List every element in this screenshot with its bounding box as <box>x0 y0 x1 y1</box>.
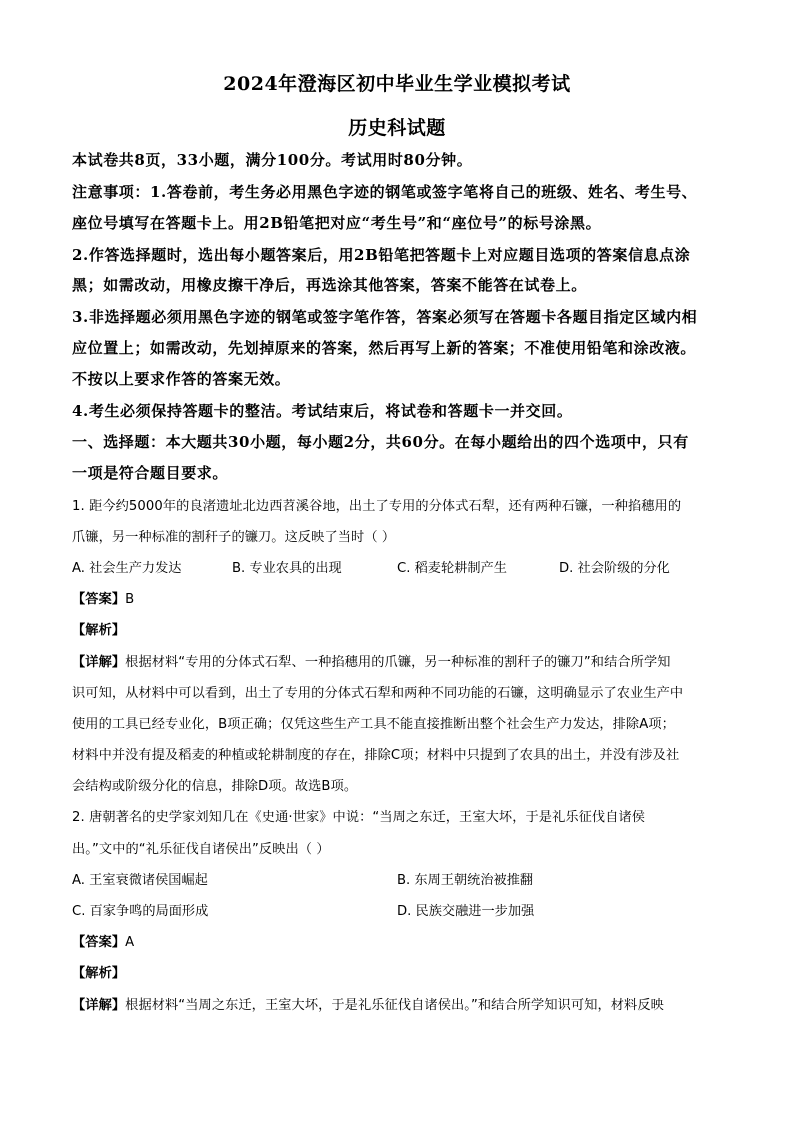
section-heading: 一、选择题：本大题共30小题，每小题2分，共60分。在每小题给出的四个选项中，只有 <box>72 433 689 451</box>
q1-option-b: B. 专业农具的出现 <box>232 561 342 576</box>
detail-tag: 【详解】 <box>72 655 126 670</box>
instruction-line: 2.作答选择题时，选出每小题答案后，用2B铅笔把答题卡上对应题目选项的答案信息点涂 <box>72 246 691 264</box>
q1-detail-line: 会结构或阶级分化的信息，排除D项。故选B项。 <box>72 779 358 794</box>
q1-detail-line: 材料中并没有提及稻麦的种植或轮耕制度的存在，排除C项；材料中只提到了农具的出土，并没有涉及社 <box>72 748 680 763</box>
instruction-line: 不按以上要求作答的答案无效。 <box>72 370 291 388</box>
q2-option-b: B. 东周王朝统治被推翻 <box>397 873 534 888</box>
q2-option-d: D. 民族交融进一步加强 <box>397 904 535 919</box>
instruction-line: 3.非选择题必须用黑色字迹的钢笔或签字笔作答，答案必须写在答题卡各题目指定区域内相 <box>72 308 698 326</box>
q1-option-a: A. 社会生产力发达 <box>72 561 182 576</box>
answer-value: A <box>125 935 135 950</box>
q1-detail-line: 识可知，从材料中可以看到，出土了专用的分体式石犁和两种不同功能的石镰，这明确显示了农业生产中 <box>72 686 684 701</box>
question-2-stem: 出。”文中的“礼乐征伐自诸侯出”反映出（ ） <box>72 842 330 857</box>
section-heading: 一项是符合题目要求。 <box>72 464 229 482</box>
instruction-line: 座位号填写在答题卡上。用2B铅笔把对应“考生号”和“座位号”的标号涂黑。 <box>72 214 602 232</box>
instruction-line: 本试卷共8页，33小题，满分100分。考试用时80分钟。 <box>72 151 473 169</box>
answer-tag: 【答案】 <box>72 592 126 607</box>
question-1-stem: 爪镰，另一种标准的割秆子的镰刀。这反映了当时（ ） <box>72 530 396 545</box>
q2-answer <box>72 931 722 950</box>
q2-detail <box>72 994 722 1013</box>
question-1-stem: 1. 距今约5000年的良渚遗址北边西苕溪谷地，出土了专用的分体式石犁，还有两种石镰，一种掐穗用的 <box>72 499 682 514</box>
detail-tag: 【详解】 <box>72 998 126 1013</box>
q2-analysis-tag: 【解析】 <box>72 966 126 981</box>
exam-subtitle: 历史科试题 <box>348 117 446 139</box>
instruction-line: 应位置上；如需改动，先划掉原来的答案，然后再写上新的答案；不准使用铅笔和涂改液。 <box>72 339 697 357</box>
q2-option-c: C. 百家争鸣的局面形成 <box>72 904 209 919</box>
question-2-stem: 2. 唐朝著名的史学家刘知几在《史通·世家》中说：“当周之东迁，王室大坏，于是礼乐征伐自诸侯 <box>72 810 646 825</box>
instruction-line: 注意事项：1.答卷前，考生务必用黑色字迹的钢笔或签字笔将自己的班级、姓名、考生号、 <box>72 183 698 201</box>
instruction-line: 4.考生必须保持答题卡的整洁。考试结束后，将试卷和答题卡一并交回。 <box>72 402 573 420</box>
answer-value: B <box>125 592 135 607</box>
detail-text: 根据材料“当周之东迁，王室大坏，于是礼乐征伐自诸侯出。”和结合所学知识可知，材料反映 <box>125 998 664 1013</box>
q2-option-a: A. 王室衰微诸侯国崛起 <box>72 873 208 888</box>
answer-tag: 【答案】 <box>72 935 126 950</box>
q1-answer <box>72 588 722 607</box>
instruction-line: 黑；如需改动，用橡皮擦干净后，再选涂其他答案，答案不能答在试卷上。 <box>72 276 587 294</box>
q1-analysis-tag: 【解析】 <box>72 623 126 638</box>
q1-option-d: D. 社会阶级的分化 <box>559 561 670 576</box>
q1-detail <box>72 651 722 670</box>
q1-detail-line: 使用的工具已经专业化，B项正确；仅凭这些生产工具不能直接推断出整个社会生产力发达，排除A项； <box>72 717 675 732</box>
detail-text: 根据材料“专用的分体式石犁、一种掐穗用的爪镰，另一种标准的割秆子的镰刀”和结合所学知 <box>125 655 671 670</box>
exam-title: 2024年澄海区初中毕业生学业模拟考试 <box>223 73 571 95</box>
q1-option-c: C. 稻麦轮耕制产生 <box>397 561 507 576</box>
